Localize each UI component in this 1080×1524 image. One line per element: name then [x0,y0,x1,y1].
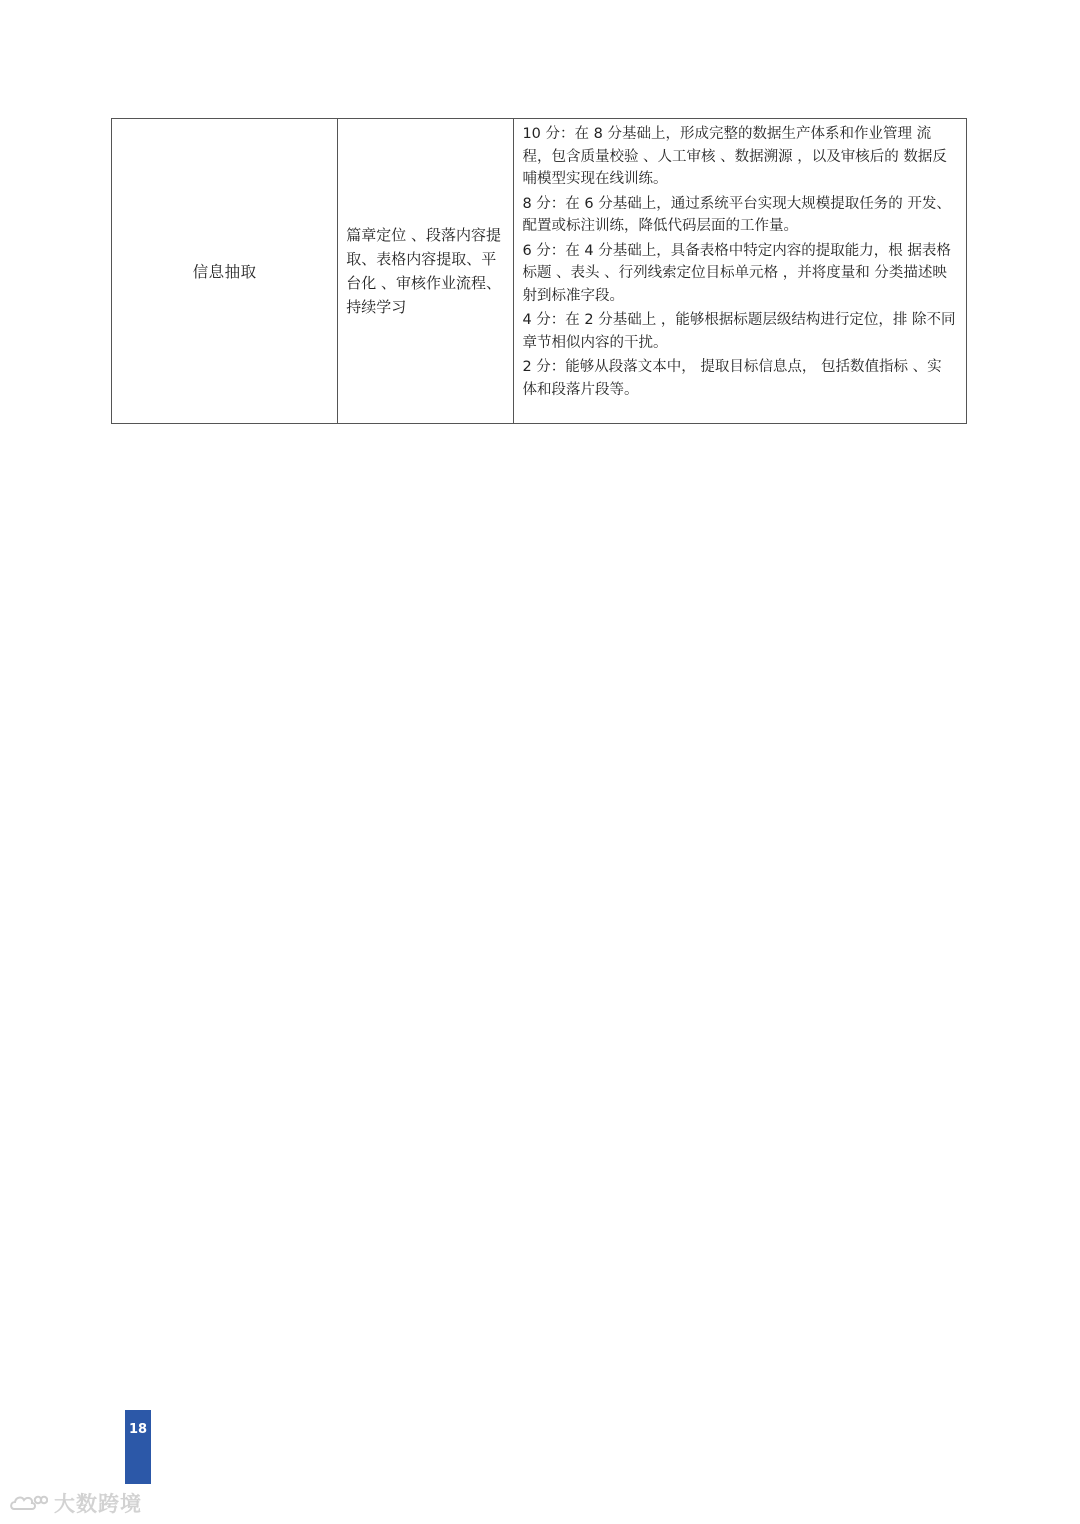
scope-text: 篇章定位 、段落内容提取、表格内容提取、平台化 、审核作业流程、持续学习 [346,226,502,316]
watermark-text: 大数跨境 [54,1492,142,1516]
scope-cell [338,119,514,424]
criteria-8: 8 分：在 6 分基础上，通过系统平台实现大规模提取任务的 开发、配置或标注训练，降低代码层面的工作量。 [522,195,951,234]
cloud-logo-icon [8,1491,48,1515]
criteria-2: 2 分：能够从段落文本中， 提取目标信息点， 包括数值指标 、实体和段落片段等。 [522,359,942,398]
criteria-cell [514,119,967,424]
item-name-cell [112,119,338,424]
rubric-table [111,118,967,424]
table-row [112,119,967,424]
criteria-6: 6 分：在 4 分基础上，具备表格中特定内容的提取能力，根 据表格标题 、表头 、行列线索定位目标单元格 ，并将度量和 分类描述映射到标准字段。 [522,242,951,304]
criteria-10: 10 分：在 8 分基础上，形成完整的数据生产体系和作业管理 流程，包含质量校验 、人工审核 、数据溯源 ，以及审核后的 数据反哺模型实现在线训练。 [522,126,947,187]
page-number-tab [125,1410,151,1484]
criteria-4: 4 分：在 2 分基础上 ，能够根据标题层级结构进行定位，排 除不同章节相似内容的干扰。 [522,312,956,351]
page-number: 18 [128,1422,148,1437]
item-name: 信息抽取 [192,263,257,281]
watermark [8,1488,142,1518]
